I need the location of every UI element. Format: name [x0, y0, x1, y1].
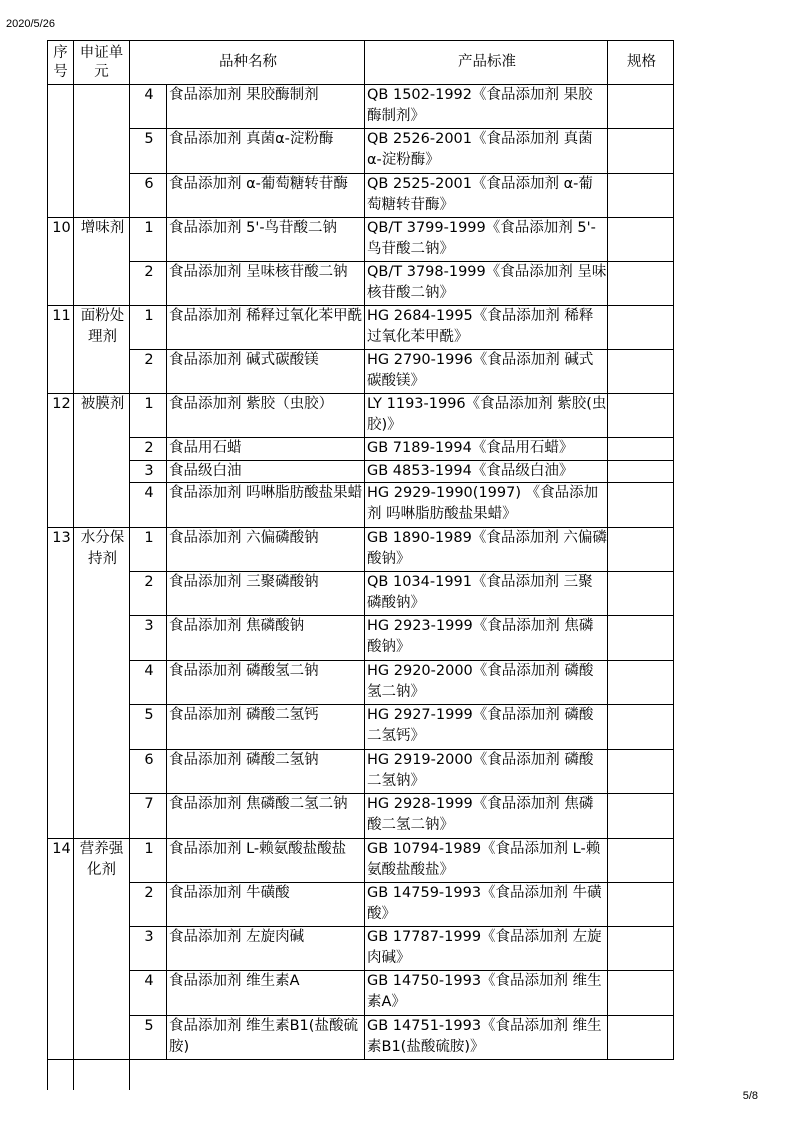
- item-index: 7: [130, 794, 167, 839]
- item-index: 1: [130, 218, 167, 262]
- item-index: 6: [130, 750, 167, 794]
- certification-unit: [74, 85, 130, 218]
- item-index: 1: [130, 839, 167, 883]
- group-number: 11: [48, 306, 74, 394]
- blank-row: [48, 1060, 674, 1090]
- item-index: 4: [130, 971, 167, 1016]
- spec-cell: [608, 438, 674, 461]
- table-row: [48, 883, 674, 927]
- header-standard: 产品标准: [365, 41, 608, 85]
- product-name: 食品添加剂 果胶酶制剂: [167, 85, 365, 129]
- spec-cell: [608, 971, 674, 1016]
- product-name: 食品添加剂 呈味核苷酸二钠: [167, 262, 365, 306]
- spec-cell: [608, 616, 674, 661]
- certification-unit: 增味剂: [74, 218, 130, 306]
- product-name: 食品添加剂 磷酸二氢钠: [167, 750, 365, 794]
- certification-unit: 水分保持剂: [74, 528, 130, 839]
- product-name: 食品级白油: [167, 461, 365, 483]
- spec-cell: [608, 528, 674, 572]
- table-row: [48, 483, 674, 528]
- item-index: 3: [130, 616, 167, 661]
- blank-cell: [48, 1060, 74, 1090]
- table-row: [48, 394, 674, 438]
- spec-cell: [608, 883, 674, 927]
- header-spec: 规格: [608, 41, 674, 85]
- product-standard: QB 2526-2001《食品添加剂 真菌α-淀粉酶》: [365, 129, 608, 174]
- table-row: [48, 750, 674, 794]
- spec-cell: [608, 461, 674, 483]
- table-row: [48, 794, 674, 839]
- product-standard: GB 14759-1993《食品添加剂 牛磺酸》: [365, 883, 608, 927]
- table-row: [48, 1016, 674, 1060]
- spec-cell: [608, 839, 674, 883]
- group-number: 10: [48, 218, 74, 306]
- spec-cell: [608, 794, 674, 839]
- group-number: 14: [48, 839, 74, 1060]
- product-name: 食品添加剂 维生素A: [167, 971, 365, 1016]
- spec-cell: [608, 129, 674, 174]
- spec-cell: [608, 85, 674, 129]
- group-number: 12: [48, 394, 74, 528]
- header-row: [48, 41, 674, 85]
- product-name: 食品添加剂 磷酸二氢钙: [167, 705, 365, 750]
- item-index: 3: [130, 927, 167, 971]
- header-unit: 申证单元: [74, 41, 130, 85]
- spec-cell: [608, 705, 674, 750]
- spec-cell: [608, 306, 674, 350]
- product-standard: HG 2929-1990(1997) 《食品添加剂 吗啉脂肪酸盐果蜡》: [365, 483, 608, 528]
- group-number: [48, 85, 74, 218]
- group-number: 13: [48, 528, 74, 839]
- product-name: 食品添加剂 紫胶（虫胶）: [167, 394, 365, 438]
- spec-cell: [608, 483, 674, 528]
- blank-cell: [130, 1060, 674, 1090]
- table-row: [48, 218, 674, 262]
- spec-cell: [608, 262, 674, 306]
- table-row: [48, 85, 674, 129]
- product-standard: HG 2684-1995《食品添加剂 稀释过氧化苯甲酰》: [365, 306, 608, 350]
- product-name: 食品添加剂 吗啉脂肪酸盐果蜡: [167, 483, 365, 528]
- product-name: 食品添加剂 六偏磷酸钠: [167, 528, 365, 572]
- product-standard: HG 2927-1999《食品添加剂 磷酸二氢钙》: [365, 705, 608, 750]
- table-row: [48, 616, 674, 661]
- product-standard: GB 1890-1989《食品添加剂 六偏磷酸钠》: [365, 528, 608, 572]
- table-row: [48, 438, 674, 461]
- product-standard: HG 2928-1999《食品添加剂 焦磷酸二氢二钠》: [365, 794, 608, 839]
- spec-cell: [608, 572, 674, 616]
- item-index: 6: [130, 174, 167, 218]
- page-number: 5/8: [742, 1090, 758, 1102]
- item-index: 5: [130, 705, 167, 750]
- product-name: 食品用石蜡: [167, 438, 365, 461]
- product-standard: GB 7189-1994《食品用石蜡》: [365, 438, 608, 461]
- product-name: 食品添加剂 焦磷酸二氢二钠: [167, 794, 365, 839]
- blank-cell: [74, 1060, 130, 1090]
- header-date: 2020/5/26: [6, 18, 55, 30]
- table-row: [48, 306, 674, 350]
- product-name: 食品添加剂 左旋肉碱: [167, 927, 365, 971]
- item-index: 5: [130, 129, 167, 174]
- table-row: [48, 572, 674, 616]
- product-name: 食品添加剂 真菌α-淀粉酶: [167, 129, 365, 174]
- table-row: [48, 174, 674, 218]
- product-standard: GB 17787-1999《食品添加剂 左旋肉碱》: [365, 927, 608, 971]
- product-standard: GB 10794-1989《食品添加剂 L-赖氨酸盐酸盐》: [365, 839, 608, 883]
- product-name: 食品添加剂 三聚磷酸钠: [167, 572, 365, 616]
- table-row: [48, 705, 674, 750]
- item-index: 2: [130, 350, 167, 394]
- product-standard: LY 1193-1996《食品添加剂 紫胶(虫胶)》: [365, 394, 608, 438]
- item-index: 1: [130, 394, 167, 438]
- certification-unit: 营养强化剂: [74, 839, 130, 1060]
- item-index: 5: [130, 1016, 167, 1060]
- product-name: 食品添加剂 稀释过氧化苯甲酰: [167, 306, 365, 350]
- product-standard: QB/T 3799-1999《食品添加剂 5'-鸟苷酸二钠》: [365, 218, 608, 262]
- table-row: [48, 661, 674, 705]
- certification-unit: 被膜剂: [74, 394, 130, 528]
- product-standard: QB/T 3798-1999《食品添加剂 呈味核苷酸二钠》: [365, 262, 608, 306]
- table-row: [48, 350, 674, 394]
- product-name: 食品添加剂 α-葡萄糖转苷酶: [167, 174, 365, 218]
- item-index: 2: [130, 883, 167, 927]
- product-name: 食品添加剂 焦磷酸钠: [167, 616, 365, 661]
- spec-cell: [608, 218, 674, 262]
- spec-cell: [608, 174, 674, 218]
- table-row: [48, 262, 674, 306]
- table-row: [48, 528, 674, 572]
- spec-cell: [608, 750, 674, 794]
- item-index: 4: [130, 85, 167, 129]
- item-index: 4: [130, 483, 167, 528]
- product-standard: QB 1502-1992《食品添加剂 果胶酶制剂》: [365, 85, 608, 129]
- product-name: 食品添加剂 碱式碳酸镁: [167, 350, 365, 394]
- product-name: 食品添加剂 牛磺酸: [167, 883, 365, 927]
- item-index: 1: [130, 528, 167, 572]
- product-name: 食品添加剂 维生素B1(盐酸硫胺): [167, 1016, 365, 1060]
- product-standard: HG 2920-2000《食品添加剂 磷酸氢二钠》: [365, 661, 608, 705]
- item-index: 2: [130, 438, 167, 461]
- table-row: [48, 461, 674, 483]
- product-standard: HG 2923-1999《食品添加剂 焦磷酸钠》: [365, 616, 608, 661]
- header-name: 品种名称: [130, 41, 365, 85]
- product-name: 食品添加剂 磷酸氢二钠: [167, 661, 365, 705]
- product-name: 食品添加剂 5'-鸟苷酸二钠: [167, 218, 365, 262]
- product-standard: GB 14750-1993《食品添加剂 维生素A》: [365, 971, 608, 1016]
- certification-unit: 面粉处理剂: [74, 306, 130, 394]
- item-index: 2: [130, 572, 167, 616]
- spec-cell: [608, 661, 674, 705]
- item-index: 2: [130, 262, 167, 306]
- product-standard: HG 2790-1996《食品添加剂 碱式碳酸镁》: [365, 350, 608, 394]
- table-row: [48, 927, 674, 971]
- spec-cell: [608, 927, 674, 971]
- table-row: [48, 129, 674, 174]
- spec-cell: [608, 350, 674, 394]
- item-index: 3: [130, 461, 167, 483]
- header-seq: 序号: [48, 41, 74, 85]
- item-index: 1: [130, 306, 167, 350]
- product-standard: QB 1034-1991《食品添加剂 三聚磷酸钠》: [365, 572, 608, 616]
- table-row: [48, 839, 674, 883]
- spec-cell: [608, 1016, 674, 1060]
- table-row: [48, 971, 674, 1016]
- item-index: 4: [130, 661, 167, 705]
- product-standards-table: [47, 40, 674, 1090]
- product-standard: GB 14751-1993《食品添加剂 维生素B1(盐酸硫胺)》: [365, 1016, 608, 1060]
- spec-cell: [608, 394, 674, 438]
- product-standard: HG 2919-2000《食品添加剂 磷酸二氢钠》: [365, 750, 608, 794]
- product-standard: GB 4853-1994《食品级白油》: [365, 461, 608, 483]
- product-name: 食品添加剂 L-赖氨酸盐酸盐: [167, 839, 365, 883]
- product-standard: QB 2525-2001《食品添加剂 α-葡萄糖转苷酶》: [365, 174, 608, 218]
